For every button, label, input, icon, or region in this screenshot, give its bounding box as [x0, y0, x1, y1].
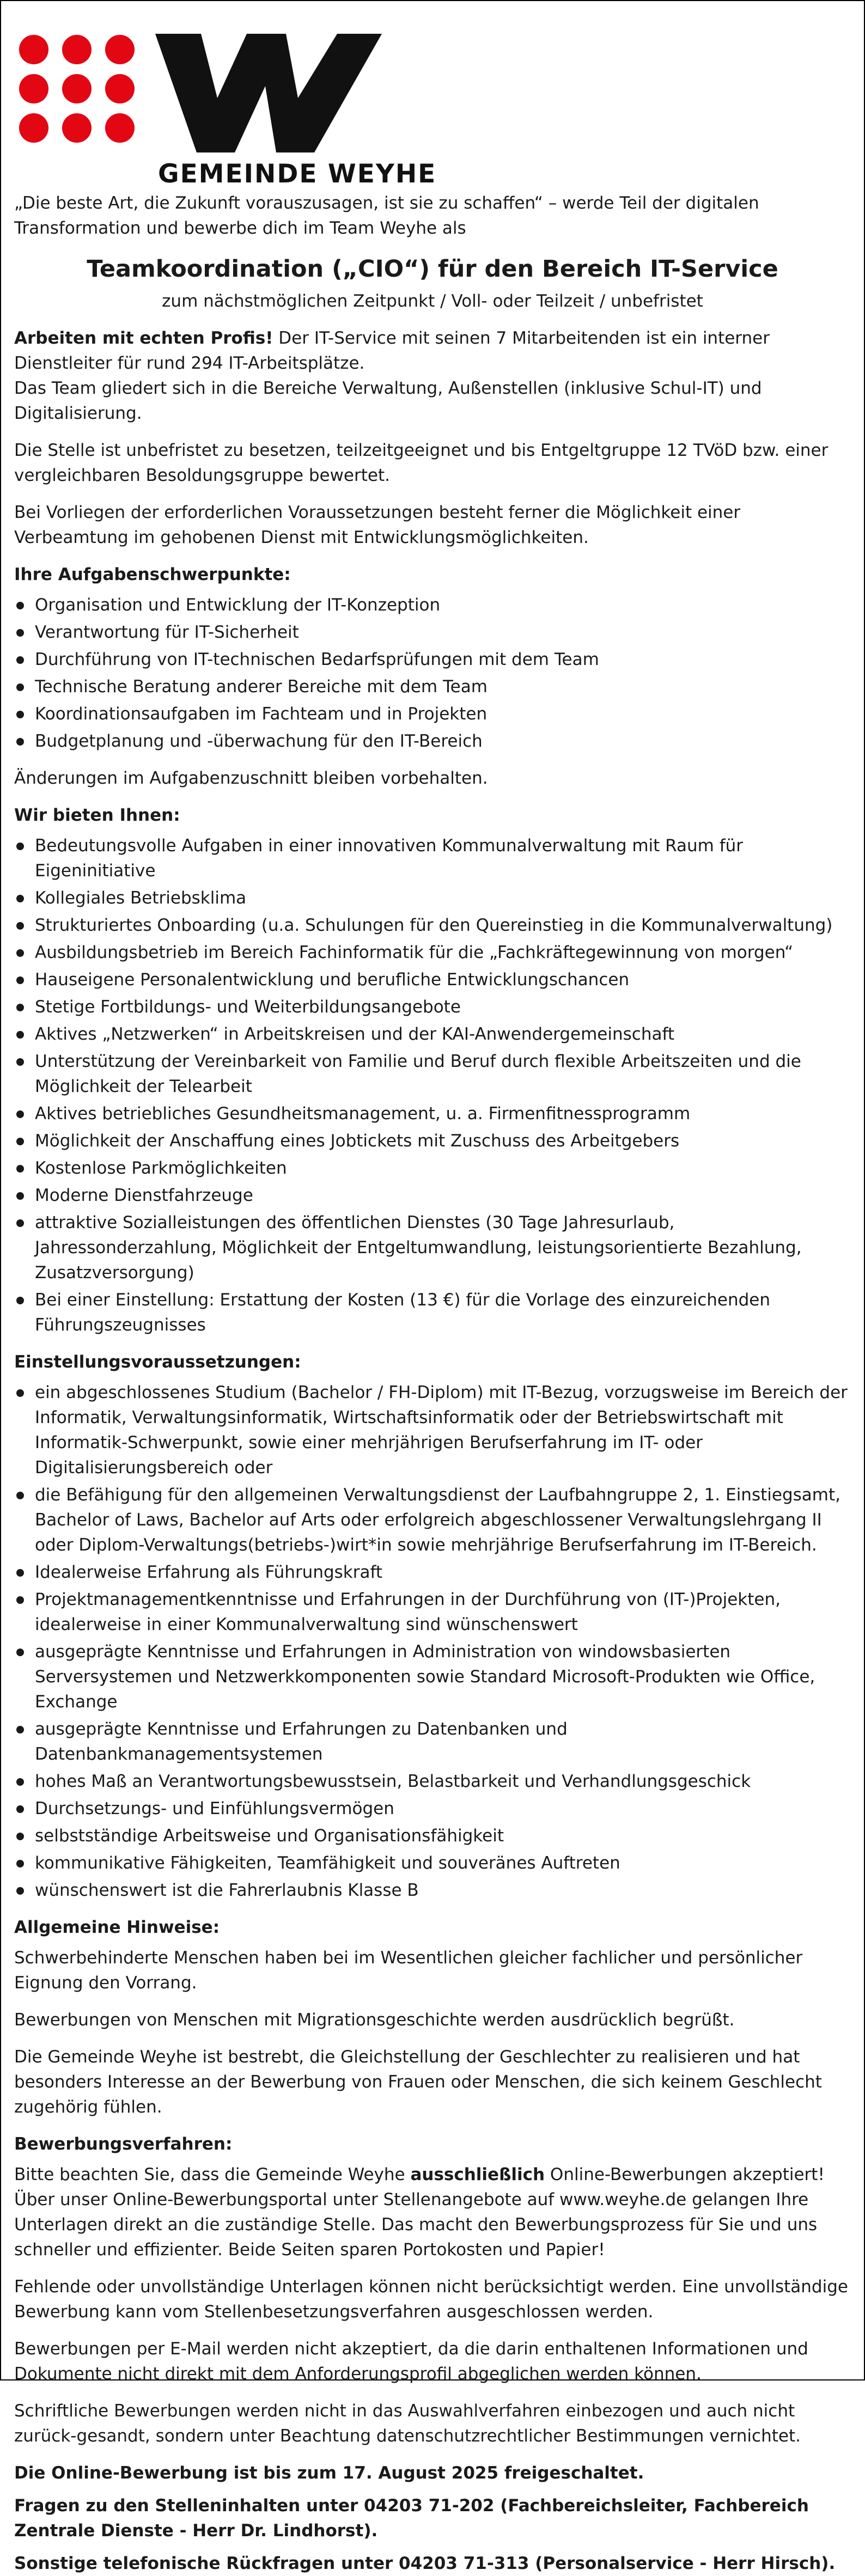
tasks-heading: Ihre Aufgabenschwerpunkte:	[14, 565, 291, 584]
about-salary: Die Stelle ist unbefristet zu besetzen, teilzeitgeeignet und bis Entgeltgruppe 12 TVöD bzw. einer vergleichbaren Besoldungsgruppe bewertet.	[14, 441, 829, 485]
general-paragraph: Die Gemeinde Weyhe ist bestrebt, die Gleichstellung der Geschlechter zu realisieren und hat besonders Interesse an der Bewerbung von Frauen oder Menschen, die sich keinem Geschlecht zugehörig fühlen.	[14, 2047, 822, 2117]
procedure-paragraph: Schriftliche Bewerbungen werden nicht in das Auswahlverfahren einbezogen und auch nicht zurück-gesandt, sondern unter Beachtung datenschutzrechtlicher Bestimmungen vernichtet.	[14, 2401, 801, 2446]
list-item: Durchführung von IT-technischen Bedarfsprüfungen mit dem Team	[14, 647, 851, 672]
tasks-list	[14, 593, 851, 754]
logo-w-mark	[153, 34, 458, 152]
list-item: Möglichkeit der Anschaffung eines Jobtickets mit Zuschuss des Arbeitgebers	[14, 1128, 851, 1153]
list-item: Hauseigene Personalentwicklung und berufliche Entwicklungschancen	[14, 967, 851, 992]
list-item: Aktives „Netzwerken“ in Arbeitskreisen und der KAI-Anwendergemeinschaft	[14, 1022, 851, 1047]
list-item: Durchsetzungs- und Einfühlungsvermögen	[14, 1796, 851, 1821]
general-paragraph: Bewerbungen von Menschen mit Migrationsgeschichte werden ausdrücklich begrüßt.	[14, 2010, 735, 2030]
list-item: Moderne Dienstfahrzeuge	[14, 1183, 851, 1208]
procedure-emphasis: ausschließlich	[410, 2165, 545, 2184]
list-item: hohes Maß an Verantwortungsbewusstsein, Belastbarkeit und Verhandlungsgeschick	[14, 1769, 851, 1794]
about-structure: Das Team gliedert sich in die Bereiche Verwaltung, Außenstellen (inklusive Schul-IT) und Digitalisierung.	[14, 379, 762, 423]
list-item: Bei einer Einstellung: Erstattung der Kosten (13 €) für die Vorlage des einzureichenden Führungszeugnisses	[14, 1287, 851, 1338]
contact-other: Sonstige telefonische Rückfragen unter 04203 71-313 (Personalservice - Herr Hirsch).	[14, 2554, 836, 2573]
tasks-note: Änderungen im Aufgabenzuschnitt bleiben vorbehalten.	[14, 768, 488, 788]
about-lead-text: Der IT-Service mit seinen 7 Mitarbeitenden ist ein interner Dienstleiter für rund 294 IT-Arbeitsplätze.	[14, 328, 770, 373]
list-item: Technische Beratung anderer Bereiche mit dem Team	[14, 674, 851, 699]
job-subtitle: zum nächstmöglichen Zeitpunkt / Voll- oder Teilzeit / unbefristet	[162, 291, 703, 311]
deadline-text: Die Online-Bewerbung ist bis zum 17. August 2025 freigeschaltet.	[14, 2463, 644, 2483]
logo-dots-icon	[19, 35, 139, 143]
list-item: ausgeprägte Kenntnisse und Erfahrungen zu Datenbanken und Datenbankmanagementsystemen	[14, 1717, 851, 1767]
closing-section	[14, 2461, 851, 2576]
general-paragraph: Schwerbehinderte Menschen haben bei im Wesentlichen gleicher fachlicher und persönlicher Eignung den Vorrang.	[14, 1948, 803, 1993]
list-item: Aktives betriebliches Gesundheitsmanagement, u. a. Firmenfitnessprogramm	[14, 1101, 851, 1126]
list-item: kommunikative Fähigkeiten, Teamfähigkeit und souveränes Auftreten	[14, 1851, 851, 1876]
list-item: Kostenlose Parkmöglichkeiten	[14, 1156, 851, 1181]
about-civil-service: Bei Vorliegen der erforderlichen Voraussetzungen besteht ferner die Möglichkeit einer Verbeamtung im gehobenen Dienst mit Entwicklungsmöglichkeiten.	[14, 503, 741, 547]
offer-list	[14, 833, 851, 1338]
list-item: Ausbildungsbetrieb im Bereich Fachinformatik für die „Fachkräftegewinnung von morgen“	[14, 940, 851, 965]
list-item: Strukturiertes Onboarding (u.a. Schulungen für den Quereinstieg in die Kommunalverwaltung)	[14, 913, 851, 938]
procedure-paragraph: Fehlende oder unvollständige Unterlagen können nicht berücksichtigt werden. Eine unvollständige Bewerbung kann vom Stellenbesetzungsverfahren ausgeschlossen werden.	[14, 2277, 848, 2322]
list-item: attraktive Sozialleistungen des öffentlichen Dienstes (30 Tage Jahresurlaub, Jahressonderzahlung, Möglichkeit der Entgeltumwandlung, leistungsorientierte Bezahlung, Zusatzversorgung)	[14, 1210, 851, 1285]
list-item: Koordinationsaufgaben im Fachteam und in Projekten	[14, 701, 851, 727]
general-heading: Allgemeine Hinweise:	[14, 1918, 220, 1937]
list-item: Kollegiales Betriebsklima	[14, 886, 851, 911]
list-item: Organisation und Entwicklung der IT-Konzeption	[14, 593, 851, 618]
procedure-heading: Bewerbungsverfahren:	[14, 2134, 233, 2154]
procedure-text: Online-Bewerbungen akzeptiert! Über unser Online-Bewerbungsportal unter Stellenangebote auf www.weyhe.de gelangen Ihre Unterlagen direkt an die zuständige Stelle. Das macht den Bewerbungsprozess für Sie und uns schneller und effizienter. Beide Seiten sparen Portokosten und Papier!	[14, 2165, 825, 2260]
logo	[14, 23, 851, 191]
list-item: die Befähigung für den allgemeinen Verwaltungsdienst der Laufbahngruppe 2, 1. Einstiegsamt, Bachelor of Laws, Bachelor auf Arts oder erfolgreich abgeschlossener Verwaltungslehrgang II oder Diplom-Verwaltungs(betriebs-)wirt*in sowie mehrjährige Berufserfahrung im IT-Bereich.	[14, 1482, 851, 1558]
about-paragraph	[14, 326, 851, 376]
organization-name: GEMEINDE WEYHE	[158, 159, 437, 189]
list-item: Idealerweise Erfahrung als Führungskraft	[14, 1560, 851, 1585]
intro-text: „Die beste Art, die Zukunft vorauszusagen, ist sie zu schaffen“ – werde Teil der digitalen Transformation und bewerbe dich im Team Weyhe als	[14, 193, 759, 238]
procedure-text: Bitte beachten Sie, dass die Gemeinde Weyhe	[14, 2165, 411, 2184]
list-item: Unterstützung der Vereinbarkeit von Familie und Beruf durch flexible Arbeitszeiten und die Möglichkeit der Telearbeit	[14, 1049, 851, 1099]
list-item: Stetige Fortbildungs- und Weiterbildungsangebote	[14, 994, 851, 1020]
procedure-paragraph: Bewerbungen per E-Mail werden nicht akzeptiert, da die darin enthaltenen Informationen und Dokumente nicht direkt mit dem Anforderungsprofil abgeglichen werden können.	[14, 2339, 808, 2384]
list-item: selbstständige Arbeitsweise und Organisationsfähigkeit	[14, 1823, 851, 1848]
procedure-online-paragraph	[14, 2162, 851, 2262]
offer-heading: Wir bieten Ihnen:	[14, 805, 180, 825]
job-title: Teamkoordination („CIO“) für den Bereich IT-Service	[87, 255, 778, 283]
list-item: Budgetplanung und -überwachung für den IT-Bereich	[14, 729, 851, 754]
list-item: ausgeprägte Kenntnisse und Erfahrungen in Administration von windowsbasierten Serversystemen und Netzwerkkomponenten sowie Standard Microsoft-Produkten wie Office, Exchange	[14, 1639, 851, 1714]
list-item: wünschenswert ist die Fahrerlaubnis Klasse B	[14, 1878, 851, 1903]
requirements-heading: Einstellungsvoraussetzungen:	[14, 1352, 301, 1372]
list-item: Bedeutungsvolle Aufgaben in einer innovativen Kommunalverwaltung mit Raum für Eigeninitiative	[14, 833, 851, 883]
list-item: Verantwortung für IT-Sicherheit	[14, 620, 851, 645]
list-item: Projektmanagementkenntnisse und Erfahrungen in der Durchführung von (IT-)Projekten, idealerweise in einer Kommunalverwaltung sind wünschenswert	[14, 1587, 851, 1637]
requirements-list	[14, 1380, 851, 1903]
contact-content: Fragen zu den Stelleninhalten unter 04203 71-202 (Fachbereichsleiter, Fachbereich Zentrale Dienste - Herr Dr. Lindhorst).	[14, 2496, 809, 2541]
list-item: ein abgeschlossenes Studium (Bachelor / FH-Diplom) mit IT-Bezug, vorzugsweise im Bereich der Informatik, Verwaltungsinformatik, Wirtschaftsinformatik oder der Betriebswirtschaft mit Informatik-Schwerpunkt, sowie einer mehrjährigen Berufserfahrung im IT- oder Digitalisierungsbereich oder	[14, 1380, 851, 1480]
about-lead: Arbeiten mit echten Profis!	[14, 328, 273, 348]
